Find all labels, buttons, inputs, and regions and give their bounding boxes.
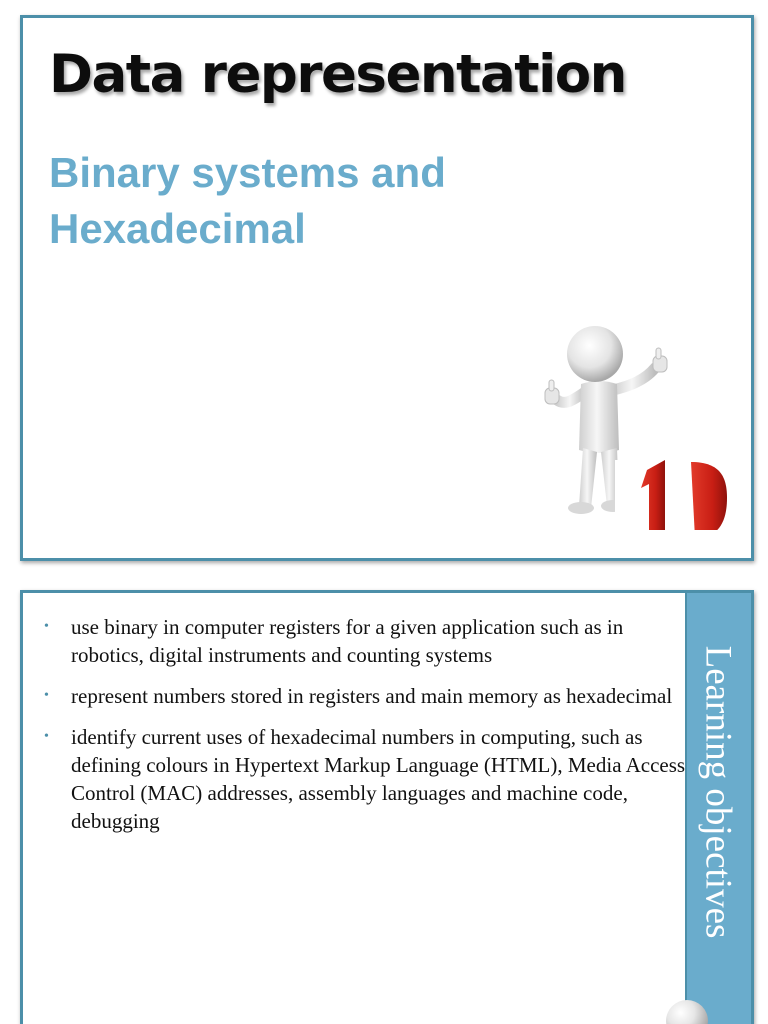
- slide-title: Data representation: [49, 44, 626, 105]
- title-slide: [20, 15, 754, 561]
- list-item: [37, 682, 687, 710]
- side-label: Learning objectives: [697, 645, 739, 939]
- side-tab: [685, 593, 751, 1024]
- list-item: [37, 613, 687, 669]
- thumbs-up-figure-icon: [515, 310, 735, 530]
- list-item-text: use binary in computer registers for a given application such as in robotics, digital instruments and counting systems: [71, 615, 624, 667]
- side-label-container: [687, 607, 749, 977]
- bullet-marker: •: [44, 729, 49, 744]
- objectives-list: [37, 613, 687, 848]
- slide-subtitle: Binary systems and Hexadecimal: [49, 149, 446, 252]
- list-item: [37, 723, 687, 835]
- bullet-marker: •: [44, 688, 49, 703]
- list-item-text: identify current uses of hexadecimal numbers in computing, such as defining colours in Hypertext Markup Language (HTML), Media Access Control (MAC) addresses, assembly languages and machine code, debugging: [71, 725, 686, 833]
- bullet-marker: •: [44, 619, 49, 634]
- objectives-slide: [20, 590, 754, 1024]
- list-item-text: represent numbers stored in registers and main memory as hexadecimal: [71, 684, 673, 708]
